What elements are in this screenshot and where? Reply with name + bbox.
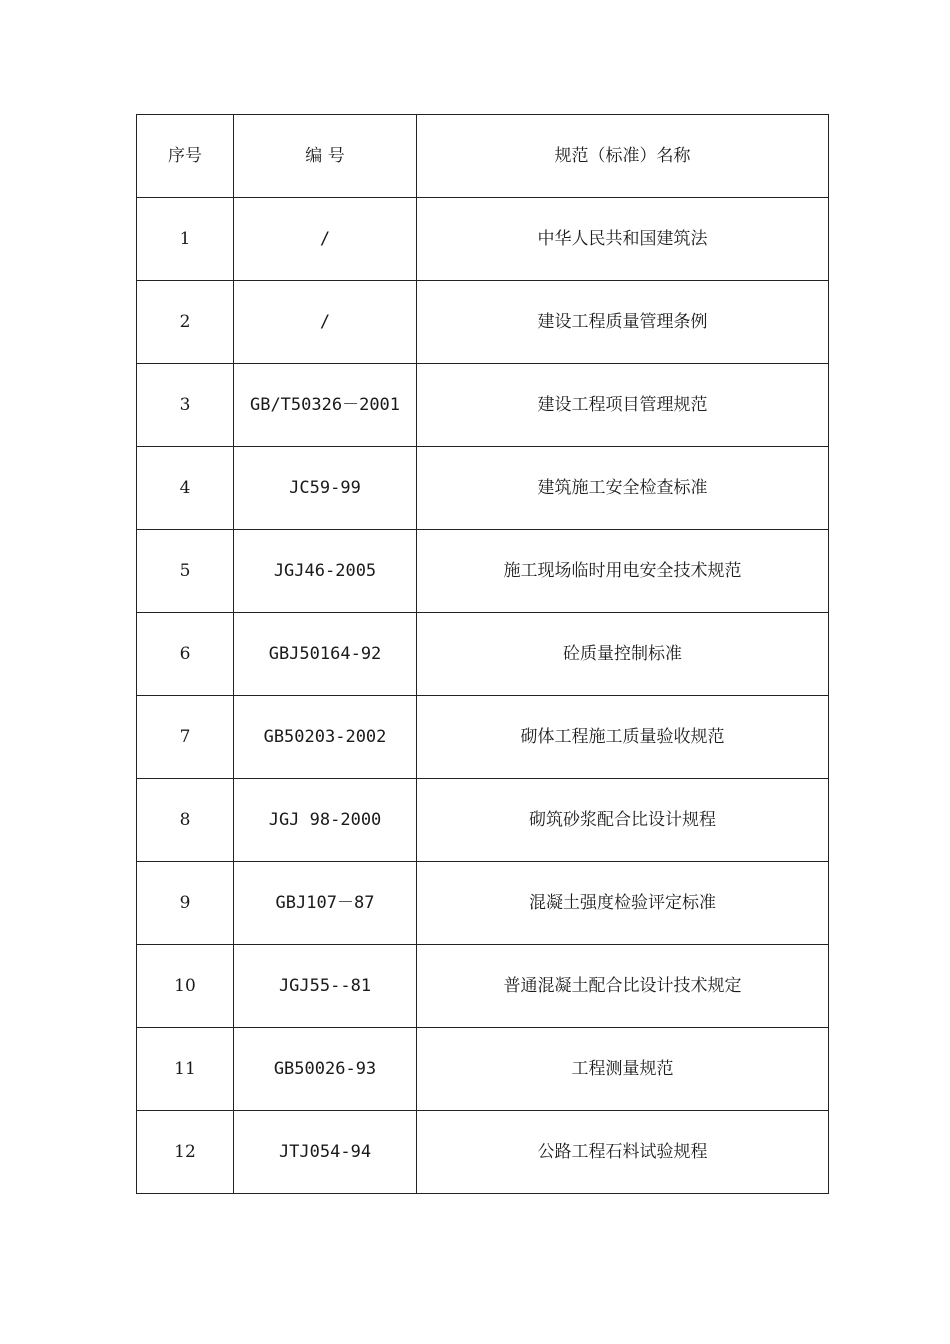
cell-index: 7 <box>137 696 234 779</box>
cell-index: 6 <box>137 613 234 696</box>
cell-code: JGJ55--81 <box>234 945 417 1028</box>
cell-index: 5 <box>137 530 234 613</box>
cell-name: 普通混凝土配合比设计技术规定 <box>417 945 829 1028</box>
cell-index: 11 <box>137 1028 234 1111</box>
header-index: 序号 <box>137 115 234 198</box>
cell-name: 工程测量规范 <box>417 1028 829 1111</box>
table-header <box>137 115 829 198</box>
cell-name: 砌体工程施工质量验收规范 <box>417 696 829 779</box>
table-row <box>137 281 829 364</box>
cell-name: 建设工程项目管理规范 <box>417 364 829 447</box>
table-row <box>137 1028 829 1111</box>
cell-name: 建筑施工安全检查标准 <box>417 447 829 530</box>
cell-code: / <box>234 281 417 364</box>
cell-name: 施工现场临时用电安全技术规范 <box>417 530 829 613</box>
table-row <box>137 779 829 862</box>
cell-code: GB50026-93 <box>234 1028 417 1111</box>
cell-index: 4 <box>137 447 234 530</box>
cell-code: GBJ107－87 <box>234 862 417 945</box>
cell-index: 10 <box>137 945 234 1028</box>
cell-name: 混凝土强度检验评定标准 <box>417 862 829 945</box>
table-row <box>137 530 829 613</box>
cell-code: GB/T50326－2001 <box>234 364 417 447</box>
cell-index: 12 <box>137 1111 234 1194</box>
header-code: 编 号 <box>234 115 417 198</box>
cell-code: GBJ50164-92 <box>234 613 417 696</box>
cell-code: JC59-99 <box>234 447 417 530</box>
standards-table <box>136 114 829 1194</box>
cell-name: 砼质量控制标准 <box>417 613 829 696</box>
cell-name: 砌筑砂浆配合比设计规程 <box>417 779 829 862</box>
table-row <box>137 696 829 779</box>
cell-name: 建设工程质量管理条例 <box>417 281 829 364</box>
table-row <box>137 945 829 1028</box>
table-body <box>137 198 829 1194</box>
cell-index: 9 <box>137 862 234 945</box>
cell-code: JGJ 98-2000 <box>234 779 417 862</box>
cell-code: / <box>234 198 417 281</box>
table-row <box>137 447 829 530</box>
cell-index: 1 <box>137 198 234 281</box>
header-row <box>137 115 829 198</box>
cell-index: 3 <box>137 364 234 447</box>
cell-index: 2 <box>137 281 234 364</box>
table-row <box>137 613 829 696</box>
table-row <box>137 862 829 945</box>
table-row <box>137 1111 829 1194</box>
cell-code: JGJ46-2005 <box>234 530 417 613</box>
table-row <box>137 198 829 281</box>
table-row <box>137 364 829 447</box>
cell-index: 8 <box>137 779 234 862</box>
cell-code: JTJ054-94 <box>234 1111 417 1194</box>
header-name: 规范（标准）名称 <box>417 115 829 198</box>
cell-code: GB50203-2002 <box>234 696 417 779</box>
cell-name: 公路工程石料试验规程 <box>417 1111 829 1194</box>
cell-name: 中华人民共和国建筑法 <box>417 198 829 281</box>
